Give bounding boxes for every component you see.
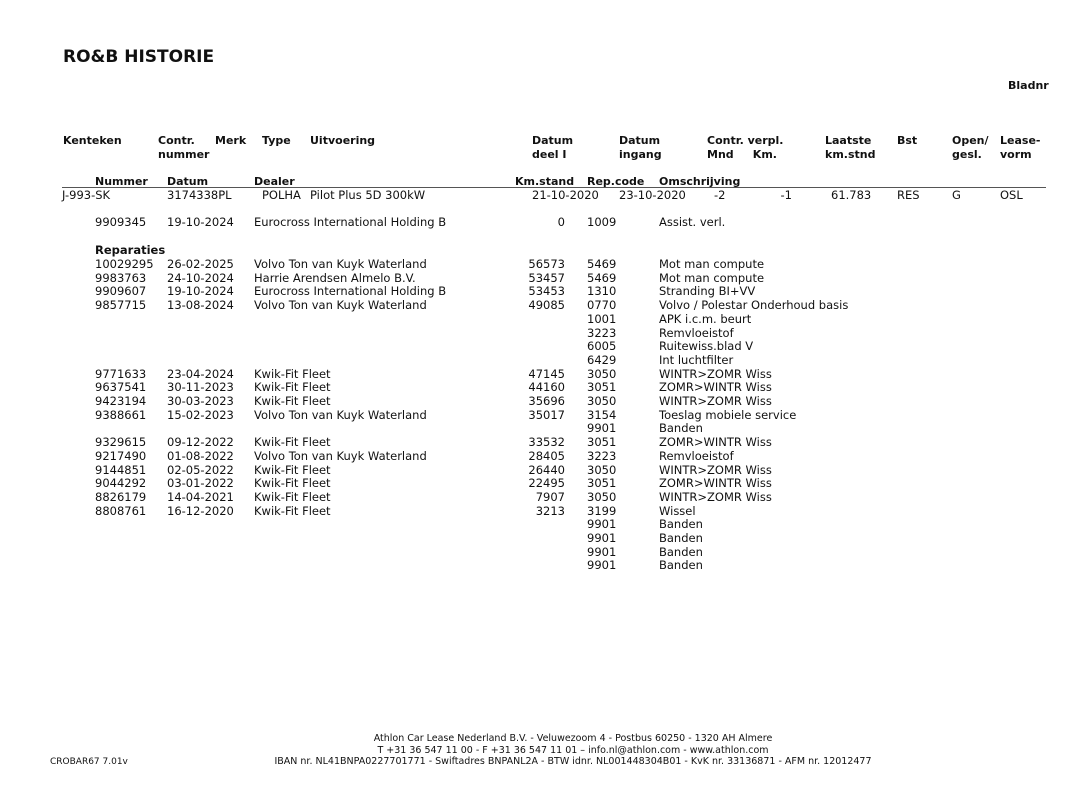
repair-cell-omschrijving: ZOMR>WINTR Wiss — [659, 435, 772, 450]
assist-datum: 19-10-2024 — [167, 215, 234, 229]
vehicle-merk: POLHA — [262, 188, 301, 202]
repair-cell-km: 53457 — [528, 270, 565, 285]
repair-cell-code: 9901 — [587, 531, 617, 545]
repair-cell-code: 9901 — [587, 558, 617, 573]
repair-cell-omschrijving: Int luchtfilter — [659, 352, 734, 367]
repair-cell-omschrijving: WINTR>ZOMR Wiss — [659, 462, 772, 477]
header-contr-verpl: Contr. verpl. Mnd Km. — [707, 134, 784, 161]
repair-cell-km: 35696 — [528, 394, 565, 408]
repair-cell-dealer: Kwik-Fit Fleet — [254, 380, 331, 395]
form-code: CROBAR67 7.01v — [50, 757, 128, 767]
repair-cell-code: 3223 — [587, 325, 617, 340]
repair-cell-dealer: Volvo Ton van Kuyk Waterland — [254, 407, 427, 422]
repair-cell-datum: 01-08-2022 — [167, 448, 234, 463]
repair-cell-km: 53453 — [528, 284, 565, 299]
repair-cell-nummer: 8826179 — [95, 489, 147, 504]
footer-company: Athlon Car Lease Nederland B.V. - Veluwezoom 4 - Postbus 60250 - 1320 AH Almere — [373, 733, 773, 744]
repair-cell-datum: 30-11-2023 — [167, 380, 234, 395]
repair-cell-code: 1310 — [587, 284, 617, 299]
repair-cell-code: 3050 — [587, 394, 617, 408]
repair-cell-datum: 26-02-2025 — [167, 257, 234, 271]
repair-cell-nummer: 9637541 — [95, 380, 147, 395]
repair-cell-omschrijving: Wissel — [659, 503, 696, 518]
repair-cell-nummer: 9983763 — [95, 270, 147, 285]
repair-cell-km: 7907 — [535, 489, 565, 504]
repair-cell-datum: 03-01-2022 — [167, 476, 234, 491]
header-datum-deel: Datum deel I — [532, 134, 574, 161]
repair-cell-omschrijving: Banden — [659, 517, 703, 532]
repair-cell-omschrijving: Remvloeistof — [659, 325, 734, 340]
repair-cell-omschrijving: WINTR>ZOMR Wiss — [659, 366, 772, 381]
repair-cell-km: 44160 — [528, 380, 565, 395]
repair-cell-dealer: Kwik-Fit Fleet — [254, 435, 331, 450]
repair-cell-code: 0770 — [587, 298, 617, 313]
header-datum: Datum — [167, 175, 209, 188]
repair-cell-code: 9901 — [587, 544, 617, 559]
repair-cell-omschrijving: Banden — [659, 558, 703, 573]
repair-cell-nummer: 9857715 — [95, 298, 147, 313]
repair-cell-code: 5469 — [587, 257, 617, 271]
repair-cell-omschrijving: Mot man compute — [659, 257, 765, 271]
repair-cell-dealer: Kwik-Fit Fleet — [254, 394, 331, 408]
repair-cell-dealer: Harrie Arendsen Almelo B.V. — [254, 270, 416, 285]
repair-cell-dealer: Volvo Ton van Kuyk Waterland — [254, 257, 427, 271]
page-title: RO&B HISTORIE — [63, 47, 215, 67]
repair-cell-dealer: Kwik-Fit Fleet — [254, 476, 331, 491]
repair-cell-omschrijving: APK i.c.m. beurt — [659, 311, 752, 326]
repair-cell-nummer: 10029295 — [95, 257, 154, 271]
repair-cell-code: 3051 — [587, 476, 617, 491]
header-kenteken: Kenteken — [63, 134, 122, 147]
vehicle-datum-deel: 21-10-2020 — [532, 188, 599, 202]
repair-cell-km: 22495 — [528, 476, 565, 491]
repair-cell-code: 5469 — [587, 270, 617, 285]
repair-cell-code: 6429 — [587, 352, 617, 367]
repair-cell-omschrijving: Volvo / Polestar Onderhoud basis — [659, 298, 849, 313]
repair-cell-dealer: Eurocross International Holding B — [254, 284, 447, 299]
header-laatste-km: Laatste km.stnd — [825, 134, 876, 161]
repair-cell-datum: 09-12-2022 — [167, 435, 234, 450]
header-dealer: Dealer — [254, 175, 295, 188]
repair-cell-dealer: Kwik-Fit Fleet — [254, 462, 331, 477]
vehicle-contract: 3174338PL — [167, 188, 232, 202]
repair-cell-datum: 15-02-2023 — [167, 407, 234, 422]
repair-cell-datum: 19-10-2024 — [167, 284, 234, 299]
repair-cell-omschrijving: ZOMR>WINTR Wiss — [659, 380, 772, 395]
repair-cell-omschrijving: Toeslag mobiele service — [659, 407, 797, 422]
repair-cell-code: 3223 — [587, 448, 617, 463]
repair-cell-nummer: 9329615 — [95, 435, 147, 450]
assist-nummer: 9909345 — [95, 215, 147, 229]
header-type: Type — [262, 134, 291, 147]
repair-cell-datum: 23-04-2024 — [167, 366, 234, 381]
repair-cell-code: 3154 — [587, 407, 617, 422]
repair-cell-km: 3213 — [535, 503, 565, 518]
repair-cell-nummer: 9909607 — [95, 284, 147, 299]
repair-cell-omschrijving: Ruitewiss.blad V — [659, 339, 754, 354]
repair-cell-km: 33532 — [528, 435, 565, 450]
repair-cell-code: 6005 — [587, 339, 617, 354]
assist-dealer: Eurocross International Holding B — [254, 215, 447, 229]
assist-km: 0 — [557, 215, 565, 229]
vehicle-bst: RES — [897, 188, 920, 202]
vehicle-laatste-km: 61.783 — [831, 188, 872, 202]
header-uitvoering: Uitvoering — [310, 134, 376, 147]
vehicle-kenteken: J-993-SK — [62, 188, 111, 202]
repair-cell-dealer: Kwik-Fit Fleet — [254, 489, 331, 504]
repair-cell-code: 3051 — [587, 380, 617, 395]
repair-cell-omschrijving: Banden — [659, 544, 703, 559]
header-repcode: Rep.code — [587, 175, 645, 188]
repair-cell-km: 26440 — [528, 462, 565, 477]
vehicle-km: -1 — [780, 188, 792, 202]
repair-cell-km: 47145 — [528, 366, 565, 381]
header-nummer: Nummer — [95, 175, 148, 188]
header-merk: Merk — [215, 134, 247, 147]
repair-cell-omschrijving: Remvloeistof — [659, 448, 734, 463]
repair-cell-km: 49085 — [528, 298, 565, 313]
repair-cell-omschrijving: Stranding BI+VV — [659, 284, 756, 299]
vehicle-mnd: -2 — [714, 188, 726, 202]
repair-cell-omschrijving: Banden — [659, 421, 703, 436]
assist-omschrijving: Assist. verl. — [659, 215, 726, 229]
repair-cell-code: 3050 — [587, 366, 617, 381]
repair-cell-code: 9901 — [587, 517, 617, 532]
repair-cell-nummer: 8808761 — [95, 503, 147, 518]
repair-cell-omschrijving: WINTR>ZOMR Wiss — [659, 394, 772, 408]
repair-cell-km: 28405 — [528, 448, 565, 463]
footer-bank: IBAN nr. NL41BNPA0227701771 - Swiftadres BNPANL2A - BTW idnr. NL001448304B01 - KvK nr. 33136871 - AFM nr. 12012477 — [274, 756, 872, 767]
assist-code: 1009 — [587, 215, 617, 229]
repair-cell-nummer: 9144851 — [95, 462, 147, 477]
repair-cell-nummer: 9771633 — [95, 366, 147, 381]
repair-cell-nummer: 9217490 — [95, 448, 147, 463]
repair-cell-km: 56573 — [528, 257, 565, 271]
header-kmstand: Km.stand — [515, 175, 575, 188]
repair-cell-km: 35017 — [528, 407, 565, 422]
header-datum-ingang: Datum ingang — [619, 134, 662, 161]
repair-cell-code: 3051 — [587, 435, 617, 450]
repair-cell-datum: 30-03-2023 — [167, 394, 234, 408]
repair-cell-code: 3050 — [587, 462, 617, 477]
repair-cell-nummer: 9044292 — [95, 476, 147, 491]
repair-cell-code: 9901 — [587, 421, 617, 436]
header-omschrijving: Omschrijving — [659, 175, 741, 188]
vehicle-datum-ingang: 23-10-2020 — [619, 188, 686, 202]
vehicle-uitvoering: Pilot Plus 5D 300kW — [310, 188, 426, 202]
footer-contact: T +31 36 547 11 00 - F +31 36 547 11 01 – info.nl@athlon.com - www.athlon.com — [377, 744, 769, 756]
repair-cell-code: 1001 — [587, 311, 617, 326]
repair-cell-code: 3050 — [587, 489, 617, 504]
repair-cell-datum: 16-12-2020 — [167, 503, 234, 518]
vehicle-lease-vorm: OSL — [1000, 188, 1023, 202]
repair-cell-datum: 13-08-2024 — [167, 298, 234, 313]
header-bst: Bst — [897, 134, 918, 147]
repair-cell-dealer: Volvo Ton van Kuyk Waterland — [254, 448, 427, 463]
repair-cell-omschrijving: ZOMR>WINTR Wiss — [659, 476, 772, 491]
repair-cell-code: 3199 — [587, 503, 617, 518]
reparaties-label: Reparaties — [95, 243, 166, 257]
repair-cell-dealer: Kwik-Fit Fleet — [254, 366, 331, 381]
vehicle-open-gesl: G — [952, 188, 961, 202]
bladnr-label: Bladnr — [1008, 79, 1049, 92]
repair-cell-datum: 24-10-2024 — [167, 270, 234, 285]
repair-cell-datum: 02-05-2022 — [167, 462, 234, 477]
repair-cell-datum: 14-04-2021 — [167, 489, 234, 504]
header-lease-vorm: Lease- vorm — [1000, 134, 1041, 161]
repair-cell-dealer: Volvo Ton van Kuyk Waterland — [254, 298, 427, 313]
header-open-gesl: Open/ gesl. — [952, 134, 989, 161]
repair-cell-nummer: 9423194 — [95, 394, 147, 408]
repair-cell-omschrijving: Mot man compute — [659, 270, 765, 285]
repair-cell-omschrijving: WINTR>ZOMR Wiss — [659, 489, 772, 504]
repair-cell-dealer: Kwik-Fit Fleet — [254, 503, 331, 518]
repair-cell-omschrijving: Banden — [659, 531, 703, 545]
repair-cell-nummer: 9388661 — [95, 407, 147, 422]
header-contr-nummer: Contr. nummer — [158, 134, 210, 161]
